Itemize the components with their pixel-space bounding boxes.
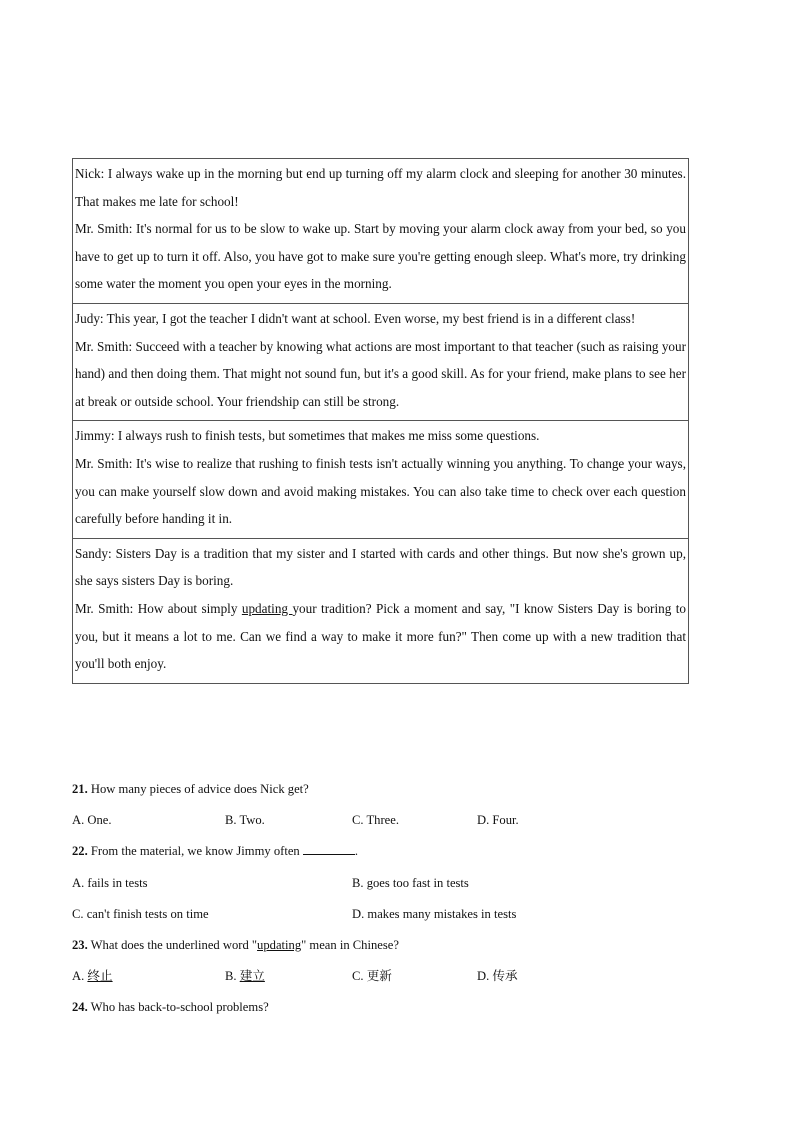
dialog-cell-sandy [73,538,689,683]
option-c [352,965,392,987]
question-21 [72,778,712,809]
answer-blank [303,842,355,855]
sandy-question: Sandy: Sisters Day is a tradition that my sister and I started with cards and other things. But now she's grown up, she says sisters Day is boring. [75,545,686,589]
option-text: 终止 [87,968,113,984]
dialog-row-judy [73,303,689,420]
question-underlined-word: updating [257,937,302,952]
question-text-end: " mean in Chinese? [301,937,399,952]
sandy-advice-start: Mr. Smith: How about simply [75,600,242,616]
dialog-row-sandy [73,538,689,683]
dialog-cell-judy [73,303,689,420]
dialog-row-jimmy [73,421,689,538]
judy-question: Judy: This year, I got the teacher I didn't want at school. Even worse, my best friend is in a different class! [75,310,636,326]
question-text: From the material, we know Jimmy often [90,844,300,859]
question-24 [72,996,712,1027]
jimmy-question: Jimmy: I always rush to finish tests, but sometimes that makes me miss some questions. [75,428,540,444]
nick-advice: Mr. Smith: It's normal for us to be slow to wake up. Start by moving your alarm clock away from your bed, so you have to get up to turn it off. Also, you have got to make sure you're getting enough sleep. What's more, try drinking some water the moment you open your eyes in the morning. [75,221,686,292]
question-number: 21. [72,782,88,796]
option-a: A. One. [72,813,112,828]
option-c: C. Three. [352,813,399,828]
option-b [225,965,265,987]
dialog-cell-nick [73,159,689,304]
question-number: 22. [72,844,88,859]
jimmy-advice: Mr. Smith: It's wise to realize that rushing to finish tests isn't actually winning you anything. To change your ways, you can make yourself slow down and avoid making mistakes. You can also take time to check over each question carefully before handing it in. [75,455,686,527]
question-22 [72,840,712,871]
option-a: A. fails in tests [72,875,148,890]
question-22-options-row2 [72,903,712,934]
option-letter: C. [352,969,367,984]
dialog-cell-jimmy [73,421,689,538]
judy-advice: Mr. Smith: Succeed with a teacher by knowing what actions are most important to that teacher (such as raising your hand) and then doing them. That might not sound fun, but it's a good skill. As for your friend, make plans to see her at break or outside school. Your friendship can still be strong. [75,338,686,409]
underlined-word-updating: updating [241,600,293,616]
option-letter: D. [477,969,493,984]
question-number: 24. [72,1000,88,1015]
option-letter: B. [225,969,240,984]
option-text: 更新 [366,968,392,984]
sandy-advice-end: your tradition? Pick a moment and say, "I know Sisters Day is boring to you, but it means a lot to me. Can we find a way to make it more fun?" Then come up with a new tradition that you'll both enjoy. [75,600,686,672]
question-text: How many pieces of advice does Nick get? [90,782,309,796]
option-c: C. can't finish tests on time [72,906,209,921]
option-letter: A. [72,969,88,984]
option-b: B. goes too fast in tests [352,875,469,890]
option-b: B. Two. [225,813,265,828]
option-d [477,965,518,987]
question-23-options [72,965,712,996]
option-d: D. makes many mistakes in tests [352,906,517,921]
option-text: 建立 [239,968,265,984]
question-number: 23. [72,937,88,952]
dialog-row-nick [73,159,689,304]
question-23 [72,934,712,965]
sandy-advice [75,595,686,678]
nick-question: Nick: I always wake up in the morning but end up turning off my alarm clock and sleeping for another 30 minutes. That makes me late for school! [75,166,686,209]
dialog-table [72,158,689,684]
question-21-options [72,809,712,840]
option-a [72,965,113,987]
question-text: Who has back-to-school problems? [90,1000,269,1015]
question-end: . [354,844,359,859]
questions-section [72,778,712,1028]
question-text-start: What does the underlined word " [90,937,258,952]
option-text: 传承 [492,968,518,984]
option-d: D. Four. [477,813,519,828]
question-22-options-row1 [72,872,712,903]
